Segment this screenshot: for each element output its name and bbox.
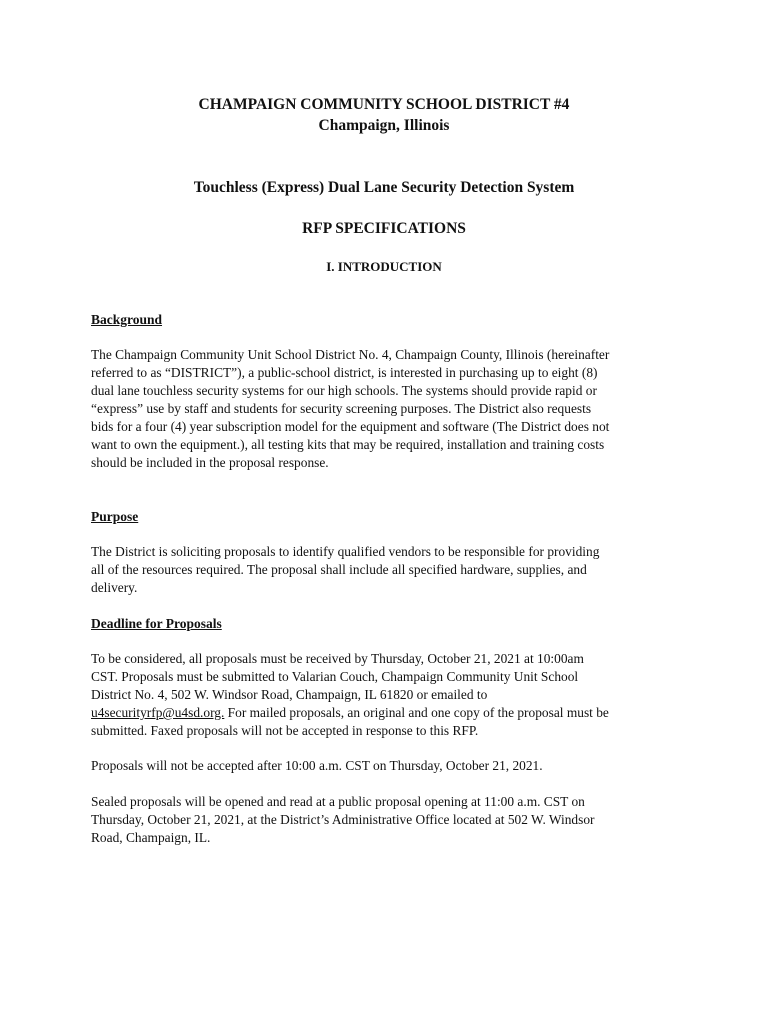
purpose-line: all of the resources required. The proposal shall include all specified hardware, supplies, and	[91, 562, 587, 577]
district-location: Champaign, Illinois	[318, 117, 450, 134]
background-line: “express” use by staff and students for security screening purposes. The District also requests	[91, 401, 592, 416]
purpose-line: The District is soliciting proposals to identify qualified vendors to be responsible for providing	[91, 544, 600, 559]
deadline-email-line	[91, 704, 691, 722]
deadline-paragraph	[91, 650, 691, 740]
project-title: Touchless (Express) Dual Lane Security Detection System	[193, 179, 575, 196]
background-line: referred to as “DISTRICT”), a public-school district, is interested in purchasing up to eight (8)	[91, 365, 598, 380]
background-line: bids for a four (4) year subscription model for the equipment and software (The District does not	[91, 419, 610, 434]
background-line: should be included in the proposal response.	[91, 455, 329, 470]
background-line: The Champaign Community Unit School District No. 4, Champaign County, Illinois (hereinafter	[91, 347, 610, 362]
deadline-heading: Deadline for Proposals	[91, 616, 222, 631]
purpose-paragraph	[91, 543, 691, 597]
deadline-line: To be considered, all proposals must be received by Thursday, October 21, 2021 at 10:00am	[91, 651, 584, 666]
deadline-line: District No. 4, 502 W. Windsor Road, Champaign, IL 61820 or emailed to	[91, 687, 488, 702]
deadline-line: CST. Proposals must be submitted to Valarian Couch, Champaign Community Unit School	[91, 669, 579, 684]
opening-line: Thursday, October 21, 2021, at the District’s Administrative Office located at 502 W. Windsor	[91, 812, 595, 827]
background-paragraph	[91, 346, 691, 472]
background-line: want to own the equipment.), all testing kits that may be required, installation and training costs	[91, 437, 605, 452]
purpose-line: delivery.	[91, 580, 138, 595]
opening-line: Sealed proposals will be opened and read at a public proposal opening at 11:00 a.m. CST on	[91, 794, 585, 809]
district-title: CHAMPAIGN COMMUNITY SCHOOL DISTRICT #4	[198, 96, 570, 113]
background-heading: Background	[91, 312, 163, 327]
opening-line: Road, Champaign, IL.	[91, 830, 211, 845]
late-notice: Proposals will not be accepted after 10:00 a.m. CST on Thursday, October 21, 2021.	[91, 758, 543, 773]
email-link[interactable]: u4securityrfp@u4sd.org.	[91, 705, 225, 720]
deadline-line: submitted. Faxed proposals will not be accepted in response to this RFP.	[91, 723, 479, 738]
rfp-title: RFP SPECIFICATIONS	[302, 220, 466, 237]
purpose-heading: Purpose	[91, 509, 139, 524]
deadline-email-trailing: For mailed proposals, an original and one copy of the proposal must be	[224, 705, 609, 720]
section-heading-introduction: I. INTRODUCTION	[326, 259, 442, 274]
background-line: dual lane touchless security systems for our high schools. The systems should provide rapid or	[91, 383, 597, 398]
opening-paragraph	[91, 793, 691, 847]
